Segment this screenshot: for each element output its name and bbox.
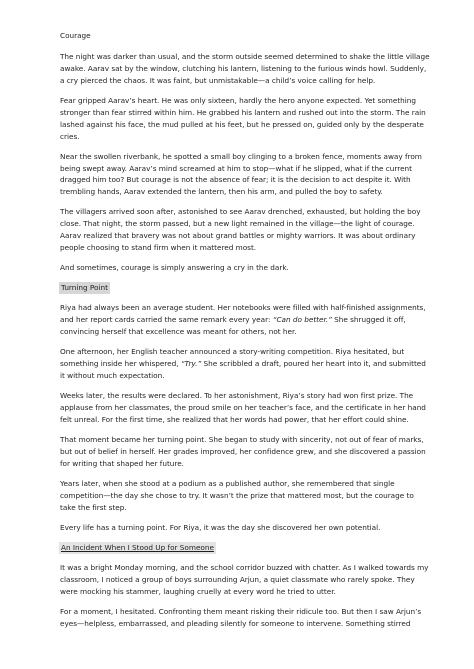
paragraph-text: She shrugged it off, convincing herself that excellence was meant for others, not her. xyxy=(60,315,406,337)
section-heading xyxy=(60,282,430,294)
section-heading xyxy=(60,542,430,554)
paragraph: And sometimes, courage is simply answering a cry in the dark. xyxy=(60,263,289,273)
paragraph: The villagers arrived soon after, astonished to see Aarav drenched, exhausted, but holding the boy close. That night, the storm passed, but a new light remained in the village—the light of courage. Aarav realized that bravery was not about grand battles or mighty warriors. It was about ordinary people choosing to stand firm when it mattered most. xyxy=(60,207,421,253)
paragraph-text: One afternoon, her English teacher announced a story-writing competition. Riya hesitated, but something inside her whispered, xyxy=(60,347,405,369)
paragraph: Near the swollen riverbank, he spotted a small boy clinging to a broken fence, moments away from being swept away. Aarav’s mind screamed at him to stop—what if he slipped, what if the current dragged him too? But courage is not the absence of fear; it is the decision to act despite it. With trembling hands, Aarav extended the lantern, then his arm, and pulled the boy to safety. xyxy=(60,151,422,197)
paragraph: That moment became her turning point. She began to study with sincerity, not out of fear of marks, but out of belief in herself. Her grades improved, her confidence grew, and she discovered a passion for writing that shaped her future. xyxy=(60,435,426,468)
paragraph: Fear gripped Aarav’s heart. He was only sixteen, hardly the hero anyone expected. Yet something stronger than fear stirred within him. He grabbed his lantern and rushed out into the storm. The rain lashed against his face, the mud pulled at his feet, but he pressed on, guided only by the desperate cries. xyxy=(60,95,426,141)
paragraph xyxy=(60,346,430,382)
paragraph: Years later, when she stood at a podium as a published author, she remembered that single competition—the day she chose to try. It wasn’t the prize that mattered most, but the courage to take the first step. xyxy=(60,479,414,512)
emphasis-quote: “Can do better.” xyxy=(272,315,332,325)
paragraph xyxy=(60,302,430,338)
section-courage xyxy=(60,51,430,274)
paragraph: For a moment, I hesitated. Confronting them meant risking their ridicule too. But then I saw Arjun’s eyes—helpless, embarrassed, and pleading silently for someone to intervene. Something stirred xyxy=(60,607,422,628)
section-incident xyxy=(60,542,430,630)
paragraph: Weeks later, the results were declared. To her astonishment, Riya’s story had won first prize. The applause from her classmates, the proud smile on her teacher’s face, and the certificate in her hand felt unreal. For the first time, she realized that her words had power, that her effort could shine. xyxy=(60,391,426,425)
paragraph: Every life has a turning point. For Riya, it was the day she discovered her own potential. xyxy=(60,522,381,532)
section-turning-point xyxy=(60,282,430,534)
document-title: Courage xyxy=(60,31,91,40)
paragraph-text: Riya had always been an average student. Her notebooks were filled with half-finished assignments, and her report cards carried the same remark every year: xyxy=(60,303,426,325)
paragraph: The night was darker than usual, and the storm outside seemed determined to shake the little village awake. Aarav sat by the window, clutching his lantern, listening to the furious winds howl. Suddenly, a cry pierced the chaos. It was faint, but unmistakable—a child’s voice calling for help. xyxy=(60,51,430,85)
heading-text: An Incident When I Stood Up for Someone xyxy=(61,543,214,553)
heading-text: Turning Point xyxy=(61,283,108,293)
paragraph-text: She scribbled a draft, poured her heart into it, and submitted it without much expectation. xyxy=(60,359,426,381)
emphasis-quote: “Try.” xyxy=(180,359,202,369)
paragraph: It was a bright Monday morning, and the school corridor buzzed with chatter. As I walked towards my classroom, I noticed a group of boys surrounding Arjun, a quiet classmate who rarely spoke. They were mocking his stammer, laughing cruelly at every word he tried to utter. xyxy=(60,563,429,596)
